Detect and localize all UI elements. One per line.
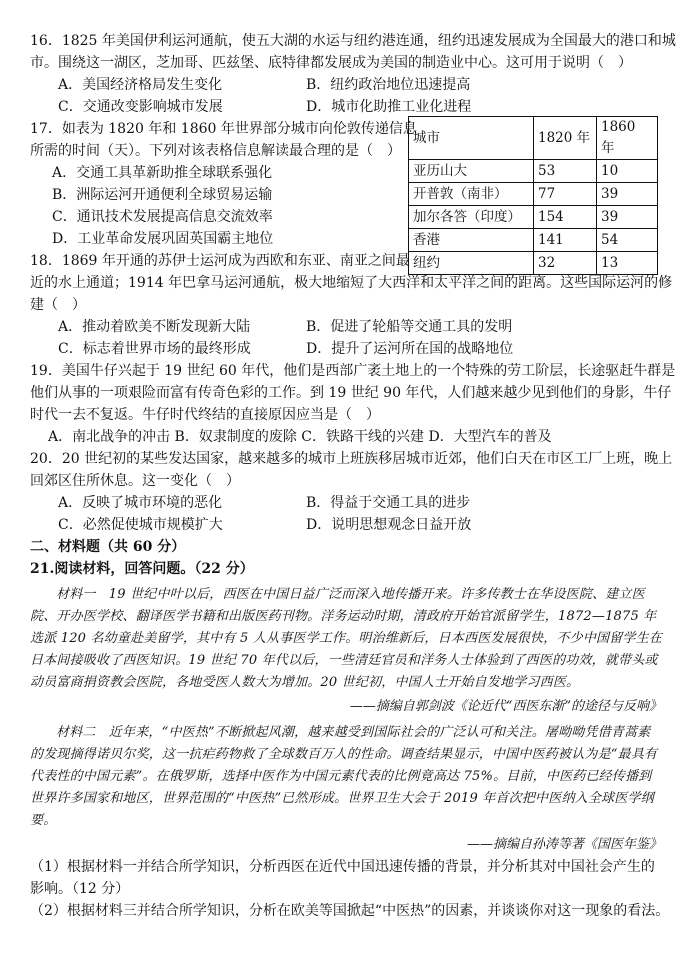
q21-material-2: 材料二 近年来，“中医热”不断掀起风潮，越来越受到国际社会的广泛认可和关注。屠呦呦凭借青蒿素的发现摘得诺贝尔奖，这一抗疟药物救了全球数百万人的性命。调查结果显示，中国中医药被认为是“最具有代表性的中国元素”。在俄罗斯，选择中医作为中国元素代表的比例竟高达 75%。目前，中医药已经传播到世界许多国家和地区，世界范围的“中医热”已然形成。世界卫生大会于 2019 年首次把中医纳入全球医学纲要。 [30, 725, 658, 828]
q17-option-b[interactable]: B．洲际运河开通便利全球贸易运输 [52, 187, 273, 203]
table-cell-city: 开普敦（南非） [409, 183, 534, 206]
q17-stem-line1: 17．如表为 1820 年和 1860 年世界部分城市向伦敦传递信息 [30, 121, 417, 137]
table-header-row [409, 117, 658, 160]
table-cell-1860: 39 [597, 206, 658, 229]
q19-stem-line3: 时代一去不复返。牛仔时代终结的直接原因应当是（ ） [30, 407, 380, 423]
q18-stem-line1: 18．1869 年开通的苏伊士运河成为西欧和东亚、南亚之间最 [30, 253, 410, 269]
q18-options [30, 316, 662, 360]
table-row [409, 252, 658, 275]
table-header-city: 城市 [409, 117, 534, 160]
table-cell-city: 香港 [409, 229, 534, 252]
q20-option-c[interactable]: C．必然促使城市规模扩大 [58, 517, 223, 533]
q21-material-1: 材料一 19 世纪中叶以后，西医在中国日益广泛而深入地传播开来。许多传教士在华设医院、建立医院、开办医学校、翻译医学书籍和出版医药刊物。洋务运动时期，清政府开始官派留学生，1872—1875 年选派 120 名幼童赴美留学，其中有 5 人从事医学工作。明治维新后，日本西医发展很快，不少中国留学生在日本间接吸收了西医知识。19 世纪 70 年代以后，一些清廷官员和洋务人士体验到了西医的功效，就带头或动员富商捐资教会医院，各地受医人数大为增加。20 世纪初，中国人士开始自发地学习西医。 [30, 587, 663, 690]
q18-option-b[interactable]: B．促进了轮船等交通工具的发明 [306, 319, 513, 335]
table-cell-1820: 77 [534, 183, 597, 206]
q20-option-b[interactable]: B．得益于交通工具的进步 [306, 495, 471, 511]
q21-subquestion-1-line1: （1）根据材料一并结合所学知识，分析西医在近代中国迅速传播的背景，并分析其对中国社会产生的 [30, 859, 655, 875]
q21-source-1: ——摘编自郭剑波《论近代“西医东渐”的途径与反响》 [349, 699, 662, 714]
q19-stem-line2: 他们从事的一项艰险而富有传奇色彩的工作。到 19 世纪 90 年代，人们越来越少见到他们的身影，牛仔 [30, 385, 672, 401]
table-cell-1860: 10 [597, 160, 658, 183]
q21-source-2: ——摘编自孙涛等著《国医年鉴》 [466, 837, 662, 852]
section-title: 二、材料题（共 60 分） [30, 539, 186, 555]
q19-options[interactable]: A．南北战争的冲击 B．奴隶制度的废除 C．铁路干线的兴建 D．大型汽车的普及 [48, 429, 552, 445]
table-row [409, 229, 658, 252]
q18-option-a[interactable]: A．推动着欧美不断发现新大陆 [58, 319, 251, 335]
q17-data-table [408, 116, 658, 275]
table-cell-city: 纽约 [409, 252, 534, 275]
table-cell-1820: 32 [534, 252, 597, 275]
table-cell-1820: 141 [534, 229, 597, 252]
q21-subquestion-1-line2: 影响。（12 分） [30, 881, 130, 897]
q20-option-d[interactable]: D．说明思想观念日益开放 [306, 517, 472, 533]
q20-stem-line1: 20．20 世纪初的某些发达国家，越来越多的城市上班族移居城市近郊，他们白天在市区工厂上班，晚上 [30, 451, 673, 467]
table-cell-1860: 39 [597, 183, 658, 206]
table-row [409, 160, 658, 183]
table-cell-1860: 54 [597, 229, 658, 252]
q18-option-d[interactable]: D．提升了运河所在国的战略地位 [306, 341, 514, 357]
q21-title: 21.阅读材料，回答问题。（22 分） [30, 561, 254, 577]
table-cell-1820: 154 [534, 206, 597, 229]
table-row [409, 183, 658, 206]
q16-option-b[interactable]: B．纽约政治地位迅速提高 [306, 77, 471, 93]
q16-stem-line2: 市。围绕这一湖区，芝加哥、匹兹堡、底特律都发展成为美国的制造业中心。这可用于说明（ ） [30, 55, 632, 71]
table-header-1820: 1820 年 [534, 117, 597, 160]
q18-option-c[interactable]: C．标志着世界市场的最终形成 [58, 341, 251, 357]
table-cell-city: 亚历山大 [409, 160, 534, 183]
q20-option-a[interactable]: A．反映了城市环境的恶化 [58, 495, 223, 511]
table-row [409, 206, 658, 229]
q17-option-c[interactable]: C．通讯技术发展提高信息交流效率 [52, 209, 273, 225]
table-cell-city: 加尔各答（印度） [409, 206, 534, 229]
q16-options [30, 74, 662, 118]
q17-stem-line2: 所需的时间（天）。下列对该表格信息解读最合理的是（ ） [30, 143, 401, 159]
q18-stem-line3: 建（ ） [30, 297, 86, 313]
q21-subquestion-2: （2）根据材料三并结合所学知识，分析在欧美等国掀起“中医热”的因素，并谈谈你对这一现象的看法。 [30, 903, 670, 919]
q19-stem-line1: 19．美国牛仔兴起于 19 世纪 60 年代，他们是西部广袤土地上的一个特殊的劳工阶层，长途驱赶牛群是 [30, 363, 676, 379]
q17-option-d[interactable]: D．工业革命发展巩固英国霸主地位 [52, 231, 274, 247]
q16-option-a[interactable]: A．美国经济格局发生变化 [58, 77, 223, 93]
q16-stem-line1: 16．1825 年美国伊利运河通航，使五大湖的水运与纽约港连通，纽约迅速发展成为全国最大的港口和城 [30, 33, 676, 49]
q20-stem-line2: 回郊区住所休息。这一变化（ ） [30, 473, 240, 489]
q18-stem-line2: 近的水上通道；1914 年巴拿马运河通航，极大地缩短了大西洋和太平洋之间的距离。这些国际运河的修 [30, 275, 673, 291]
q20-options [30, 492, 662, 536]
table-cell-1820: 53 [534, 160, 597, 183]
table-cell-1860: 13 [597, 252, 658, 275]
q17-option-a[interactable]: A．交通工具革新助推全球联系强化 [52, 165, 273, 181]
q16-option-d[interactable]: D．城市化助推工业化进程 [306, 99, 472, 115]
table-header-1860: 1860 年 [597, 117, 658, 160]
q16-option-c[interactable]: C．交通改变影响城市发展 [58, 99, 223, 115]
